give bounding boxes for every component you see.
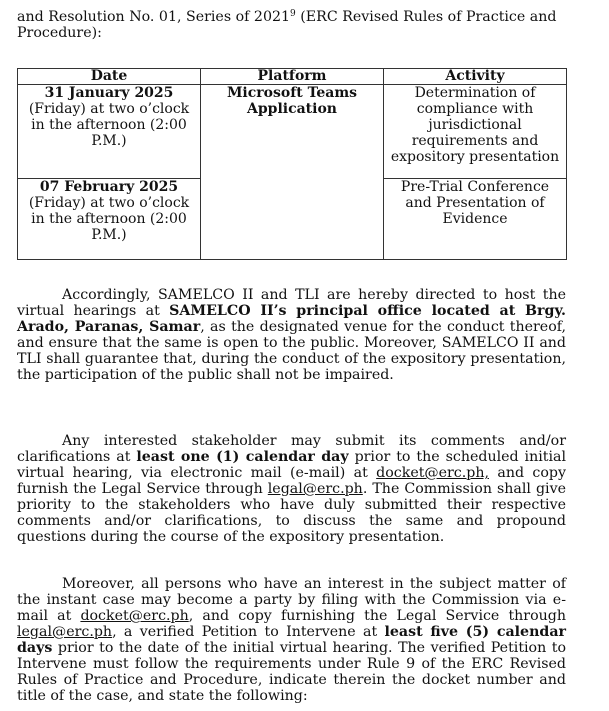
para2-text-3: and copy furnish the Legal Service through	[17, 465, 566, 497]
legal-email-link[interactable]: legal@erc.ph	[267, 481, 363, 497]
para1-text-1: Accordingly, SAMELCO II and TLI are hereby directed to host the virtual hearings at	[17, 287, 566, 319]
activity-cell: Pre-Trial Conference and Presentation of Evidence	[384, 179, 567, 260]
table-row	[18, 85, 567, 179]
intro-text-a: and Resolution No. 01, Series of 2021	[17, 9, 291, 25]
platform-cell: Microsoft Teams Application	[201, 85, 384, 260]
docket-email-link[interactable]: docket@erc.ph	[80, 608, 189, 624]
deadline-bold: least one (1) calendar day	[136, 449, 349, 465]
legal-email-link[interactable]: legal@erc.ph	[17, 624, 113, 640]
header-platform: Platform	[201, 69, 384, 85]
intro-text	[17, 9, 566, 41]
date-bold: 31 January 2025	[44, 85, 174, 101]
date-rest: (Friday) at two o’clock in the afternoon (2:00 P.M.)	[28, 195, 190, 243]
header-activity: Activity	[384, 69, 567, 85]
date-bold: 07 February 2025	[39, 179, 179, 195]
para1-text-2: , as the designated venue for the conduct thereof, and ensure that the same is open to the public. Moreover, SAMELCO II and TLI shall guarantee that, during the conduct of the expository presentation, the participation of the public shall not be impaired.	[17, 319, 566, 383]
para3-text-2: , and copy furnishing the Legal Service through	[188, 608, 566, 624]
date-rest: (Friday) at two o’clock in the afternoon (2:00 P.M.)	[28, 101, 190, 149]
docket-email-link[interactable]: docket@erc.ph,	[376, 465, 489, 481]
para2-text-4: . The Commission shall give priority to the stakeholders who have duly submitted their respective comments and/or clarifications, to discuss the same and propound questions during the course of the expository presentation.	[17, 481, 566, 545]
footnote-marker: 9	[290, 9, 296, 19]
header-date: Date	[18, 69, 201, 85]
hearing-schedule-table	[17, 68, 567, 260]
date-cell	[18, 85, 201, 179]
paragraph-comments	[17, 433, 566, 545]
table-header-row	[18, 69, 567, 85]
deadline-bold: least five (5) calendar days	[17, 624, 566, 656]
venue-bold: SAMELCO II’s principal office located at Brgy. Arado, Paranas, Samar	[17, 303, 567, 335]
para3-text-1: Moreover, all persons who have an interest in the subject matter of the instant case may become a party by filing with the Commission via e-mail at	[17, 576, 566, 624]
para3-text-3: , a verified Petition to Intervene at	[112, 624, 385, 640]
paragraph-intervene	[17, 576, 566, 704]
para3-text-4: prior to the date of the initial virtual hearing. The verified Petition to Intervene must follow the requirements under Rule 9 of the ERC Revised Rules of Practice and Procedure, indicate therein the docket number and title of the case, and state the following:	[17, 640, 566, 704]
intro-text-b: (ERC Revised Rules of Practice and Procedure):	[17, 9, 557, 41]
para2-text-2: prior to the scheduled initial virtual hearing, via electronic mail (e-mail) at	[17, 449, 566, 481]
activity-cell: Determination of compliance with jurisdictional requirements and expository presentation	[384, 85, 567, 179]
para2-text-1: Any interested stakeholder may submit its comments and/or clarifications at	[17, 433, 566, 465]
paragraph-venue	[17, 287, 566, 383]
date-cell	[18, 179, 201, 260]
